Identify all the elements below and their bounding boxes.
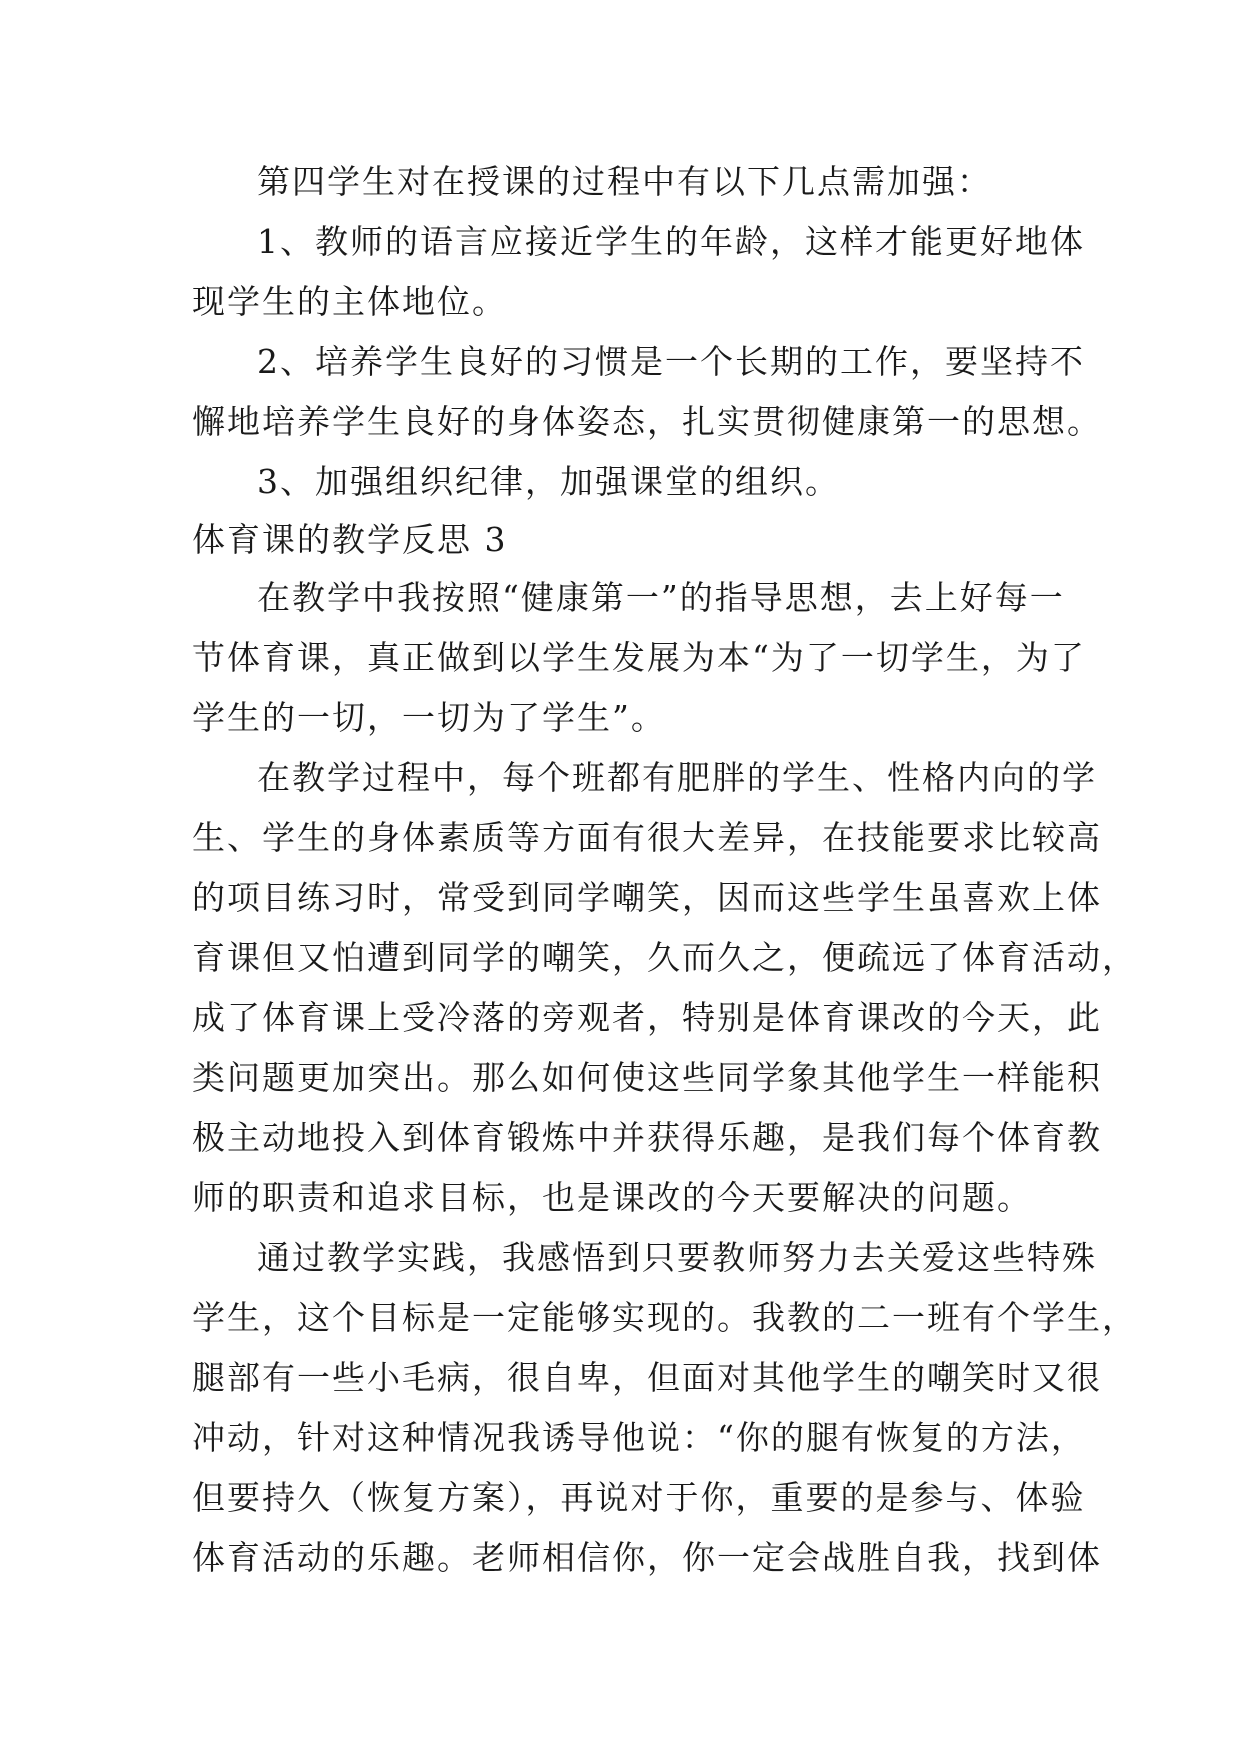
text-line: 2、培养学生良好的习惯是一个长期的工作，要坚持不 <box>257 342 1085 381</box>
text-line: 懈地培养学生良好的身体姿态，扎实贯彻健康第一的思想。 <box>192 402 1102 441</box>
text-line: 1、教师的语言应接近学生的年龄，这样才能更好地体 <box>257 222 1085 261</box>
text-line: 师的职责和追求目标，也是课改的今天要解决的问题。 <box>192 1178 1032 1217</box>
text-line: 的项目练习时，常受到同学嘲笑，因而这些学生虽喜欢上体 <box>192 878 1102 917</box>
text-line: 节体育课，真正做到以学生发展为本“为了一切学生，为了 <box>192 638 1086 677</box>
text-line: 学生的一切，一切为了学生”。 <box>192 698 666 737</box>
text-line: 第四学生对在授课的过程中有以下几点需加强： <box>257 162 992 201</box>
text-line: 在教学过程中，每个班都有肥胖的学生、性格内向的学 <box>257 758 1097 797</box>
text-line: 腿部有一些小毛病，很自卑，但面对其他学生的嘲笑时又很 <box>192 1358 1102 1397</box>
text-line: 类问题更加突出。那么如何使这些同学象其他学生一样能积 <box>192 1058 1102 1097</box>
text-line: 生、学生的身体素质等方面有很大差异，在技能要求比较高 <box>192 818 1102 857</box>
text-line: 学生，这个目标是一定能够实现的。我教的二一班有个学生， <box>192 1298 1137 1337</box>
text-line: 育课但又怕遭到同学的嘲笑，久而久之，便疏远了体育活动， <box>192 938 1137 977</box>
text-line: 现学生的主体地位。 <box>192 282 507 321</box>
text-line: 极主动地投入到体育锻炼中并获得乐趣，是我们每个体育教 <box>192 1118 1102 1157</box>
text-line: 冲动，针对这种情况我诱导他说：“你的腿有恢复的方法， <box>192 1418 1086 1457</box>
text-line: 成了体育课上受冷落的旁观者，特别是体育课改的今天，此 <box>192 998 1102 1037</box>
text-line: 但要持久（恢复方案），再说对于你，重要的是参与、体验 <box>192 1478 1086 1517</box>
text-line: 在教学中我按照“健康第一”的指导思想，去上好每一 <box>257 578 1065 617</box>
text-line: 3、加强组织纪律，加强课堂的组织。 <box>257 462 840 501</box>
section-heading: 体育课的教学反思 3 <box>192 520 508 559</box>
text-line: 体育活动的乐趣。老师相信你，你一定会战胜自我，找到体 <box>192 1538 1102 1577</box>
text-line: 通过教学实践，我感悟到只要教师努力去关爱这些特殊 <box>257 1238 1097 1277</box>
